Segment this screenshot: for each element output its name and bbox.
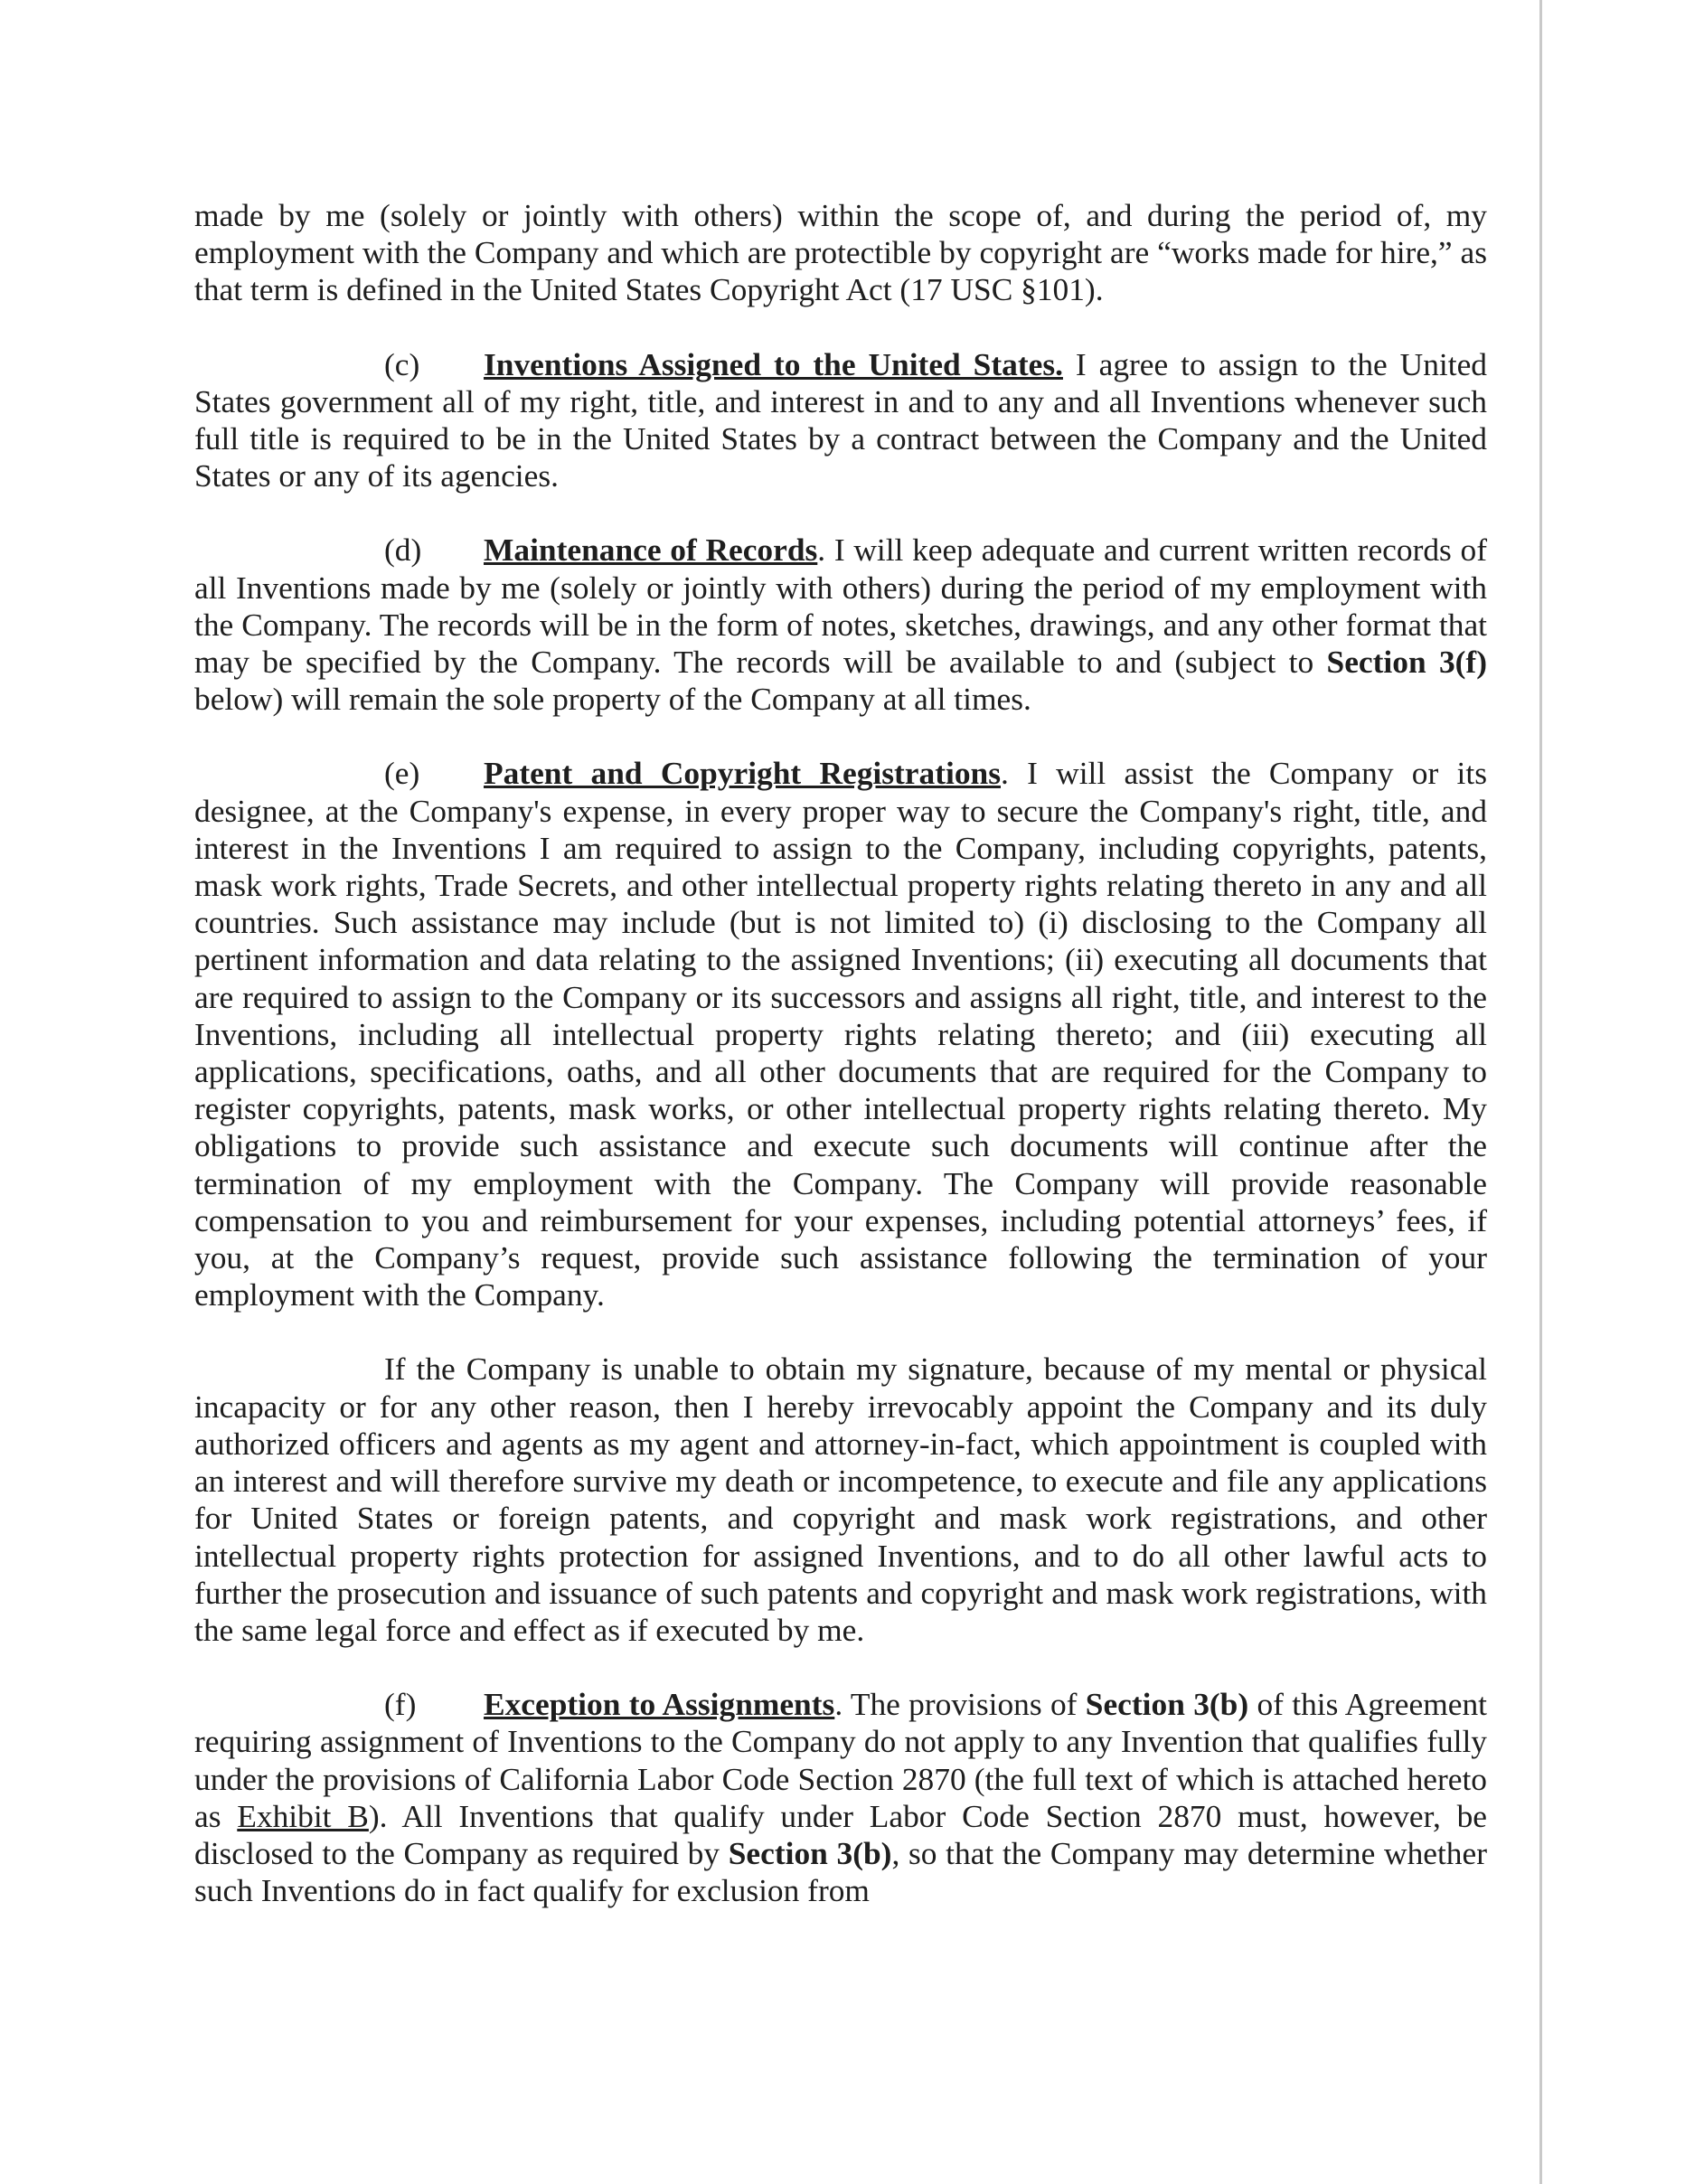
section-c-number: (c)	[384, 345, 420, 382]
section-e-number: (e)	[384, 755, 420, 792]
section-d-text-end: below) will remain the sole property of the Company at all times.	[194, 681, 1031, 718]
section-d-heading: Maintenance of Records	[484, 532, 818, 569]
section-c	[194, 346, 1487, 495]
document-body	[194, 197, 1487, 1946]
section-f-number: (f)	[384, 1686, 417, 1723]
section-f-text: . The provisions of	[834, 1686, 1086, 1723]
section-f-heading: Exception to Assignments	[484, 1686, 835, 1723]
section-e	[194, 755, 1487, 1313]
section-d-text: . I will keep adequate and current written records of all Inventions made by me (solely or jointly with others) during the period of my employment with the Company. The records will be in the form of notes, sketches, drawings, and any other format that may be specified by the Company. The records will be available to and (subject to	[194, 532, 1488, 681]
section-f	[194, 1686, 1487, 1909]
section-f-text-2: of this Agreement requiring assignment of Inventions to the Company do not apply to any Invention that qualifies fully under the provisions of California Labor Code Section 2870 (the full text of which is attached hereto as	[194, 1686, 1487, 1834]
section-c-heading: Inventions Assigned to the United States.	[484, 345, 1063, 382]
section-d	[194, 532, 1487, 718]
section-f-text-3: ). All Inventions that qualify under Labor Code Section 2870 must, however, be disclosed to the Company as required by	[194, 1797, 1487, 1871]
section-c-text: I agree to assign to the United States government all of my right, title, and interest in and to any and all Inventions whenever such full title is required to be in the United States by a contract between the Company and the United States or any of its agencies.	[194, 345, 1488, 494]
section-e-text: . I will assist the Company or its designee, at the Company's expense, in every proper way to secure the Company's right, title, and interest in the Inventions I am required to assign to the Company, including copyrights, patents, mask work rights, Trade Secrets, and other intellectual property rights relating thereto in any and all countries. Such assistance may include (but is not limited to) (i) disclosing to the Company all pertinent information and data relating to the assigned Inventions; (ii) executing all documents that are required to assign to the Company or its successors and assigns all right, title, and interest to the Inventions, including all intellectual property rights relating thereto; and (iii) executing all applications, specifications, oaths, and all other documents that are required for the Company to register copyrights, patents, mask works, or other intellectual property rights relating thereto. My obligations to provide such assistance and execute such documents will continue after the termination of my employment with the Company. The Company will provide reasonable compensation to you and reimbursement for your expenses, including potential attorneys’ fees, if you, at the Company’s request, provide such assistance following the termination of your employment with the Company.	[194, 755, 1487, 1313]
exhibit-b-reference: Exhibit B	[237, 1797, 369, 1834]
paragraph-continuation: made by me (solely or jointly with others) within the scope of, and during the period of, my employment with the Company and which are protectible by copyright are “works made for hire,” as that term is defined in the United States Copyright Act (17 USC §101).	[194, 197, 1487, 308]
section-f-reference-2: Section 3(b)	[728, 1834, 892, 1871]
section-d-number: (d)	[384, 532, 422, 569]
section-e-heading: Patent and Copyright Registrations	[484, 755, 1001, 792]
section-d-reference: Section 3(f)	[1326, 644, 1487, 681]
section-f-reference-1: Section 3(b)	[1085, 1686, 1249, 1723]
section-f-text-4: , so that the Company may determine whether such Inventions do in fact qualify for exclusion from	[194, 1834, 1487, 1909]
paragraph-attorney-in-fact: If the Company is unable to obtain my signature, because of my mental or physical incapacity or for any other reason, then I hereby irrevocably appoint the Company and its duly authorized officers and agents as my agent and attorney-in-fact, which appointment is coupled with an interest and will therefore survive my death or incompetence, to execute and file any applications for United States or foreign patents, and copyright and mask work registrations, and other intellectual property rights protection for assigned Inventions, and to do all other lawful acts to further the prosecution and issuance of such patents and copyright and mask work registrations, with the same legal force and effect as if executed by me.	[194, 1351, 1487, 1648]
page-edge-line	[1539, 0, 1542, 2184]
